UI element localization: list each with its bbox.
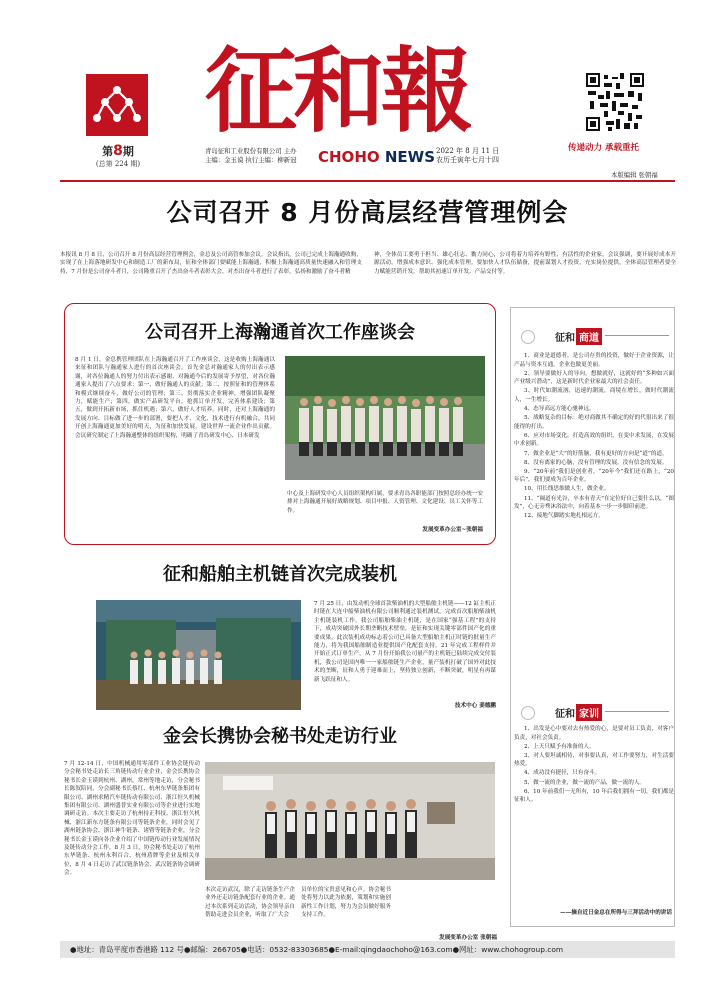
list-item: 7、做企业是“大”的好筋脑，我有更好的方向是“道”的道。 xyxy=(524,450,668,457)
total-issue: (总第 224 期) xyxy=(95,160,141,168)
lead-article-column: 本报讯 8 月 8 日，公司召开 8 月份高层经营管理例会，金总及公司高管参加会议。会议指出，公司已完成上海瀚通收购，实现了在上海落地研发中心和制造工厂的新布局，征和全体部门要赋能上海瀚通，积极上海瀚通高质量快速融入和管理支持，7 月份是公司奋斗者月，公司隆重召开了杰出奋斗者表彰大会，对杰出奋斗者进行了表彰，弘扬和激励了奋斗者精 xyxy=(60,252,362,275)
newspaper-title: 征和報 xyxy=(205,37,470,145)
article-body: 8 月 1 日，金总携管理团队在上海瀚通召开了工作座谈会，这是收购上海瀚通以来征和团队与瀚通家人进行的首次座谈会。首先金总对瀚通家人的付出表示感谢，对各位瀚通人的努力付出表示感谢，对瀚通今后的发展寄予厚望，对各位瀚通家人提出了六点要求：第一，做好瀚通人的贡献；第二，按照征和的管理体系和模式继续奋斗，做好公司的管理；第三，贯彻落实企业精神，增强团队凝聚力，赋能生产；第四，做实产品研发平台，抢抓订单开发，完善体系建设；第五，做到开拓新市场，抓住机遇；第六，做好人才培养。同时，还对上海瀚通的发展方向、目标做了进一步的部署，要把人才、文化、技术进行有机融合，共同开创上海瀚通更加美好的明天，为征和加快发展，建设世界一流企业作出贡献。会议研究制定了上海瀚通整体的组织架构，明确了青岛研发中心、日本研发 xyxy=(75,357,275,439)
list-item: 2、领导要做好人的导向，想做就好，这就好的“多种如兴面产业级兴潜动”，这是新时代企业家最大的社会责任。 xyxy=(514,370,674,386)
meeting-group-photo xyxy=(285,356,485,480)
visit-group-photo xyxy=(205,762,495,880)
list-item: 4、成功没有捷径，只有奋斗。 xyxy=(524,770,601,777)
list-item: 3、对人要坦诚相待，对事要认真，对工作要努力，对生活要热爱。 xyxy=(514,752,674,768)
article-body-continued: 员单位的宝贵意见和心声。协会秘书处将努力以此为依据，策划和实施创新性工作计划，努力为会员做好服务支持工作。 xyxy=(301,887,391,919)
sidebar-section-header: 征和 家训 xyxy=(511,698,676,724)
list-item: 2、上天只赋予有准备的人。 xyxy=(524,743,595,750)
masthead-divider xyxy=(60,180,675,182)
list-item: 8、没有离家的心脑，没有管理的发展，没有信念的发展。 xyxy=(524,459,668,466)
photo-caption: 中心及上海研发中心人员组织架构归属，要求青岛各职能部门按照总经办统一安排对上海瀚通开展好战略规划、项目申报、人资管理、文化建设、员工关怀等工作。 xyxy=(287,491,483,514)
brand-wordmark: CHOHO NEWS xyxy=(318,148,436,166)
page-editor: 本版编辑 张朝福 xyxy=(611,171,658,179)
slogan: 传递动力 承载重托 xyxy=(568,143,639,153)
article-credit: 发展变革办公室~张朝福 xyxy=(422,527,483,533)
engine-room-photo xyxy=(96,600,301,710)
sidebar-list-family-motto xyxy=(514,725,674,805)
bullet-circle-icon xyxy=(521,330,535,344)
sidebar-list-business-way xyxy=(514,352,674,521)
qr-code-icon xyxy=(586,73,644,131)
list-item: 9、“20年前”我们是创业者，“20年今”我们还在路上，“20年后”，我们要成为百年企业。 xyxy=(514,468,674,484)
article-headline: 金会长携协会秘书处走访行业 xyxy=(163,726,397,747)
footer-contact: ●地址：青岛平度市香港路 112 号●邮编：266705●电话：0532-83303685●E-mail:qingdaochoho@163.com●网址：www.chohogroup.com xyxy=(70,945,564,954)
list-item: 12、接地气脚踏实地扎根远方。 xyxy=(524,513,604,520)
company-logo-icon xyxy=(86,74,148,136)
bullet-circle-icon xyxy=(521,706,535,720)
list-item: 5、战略复杂的目标：绝对商做其不确定的好的代很出来了很能得的打出。 xyxy=(514,415,674,430)
lead-article-column: 神，全体员工要勇于担当、雄心壮志、勠力同心，公司将着力培养有野性、有活性的企业家。会议强调，要开展好成本开源活动，增强成本意识、强化成本管理。要加快人才队伍储备，提前谋划人才投资，充实岗位提供，全体高层管理者要全力赋能营销开发，帮助其初速订单开发、产品交付等。 xyxy=(374,252,676,275)
list-item: 3、时代如潮流汹，迅速的潮流，商境在增长，做时代潮流人，一生增长。 xyxy=(514,388,674,403)
publisher-line: 青岛征和工业股份有限公司 主办 xyxy=(205,147,297,155)
publisher-info xyxy=(205,147,320,165)
list-item: 5、做一流的企业，做一流的产品，做一流的人。 xyxy=(524,779,646,786)
list-item: 6、10 年前我们一无所有，10 年后我们拥有一切，我们都是征和人。 xyxy=(514,788,675,804)
list-item: 1、商业是道德者，是公司存贵的投资，做好于企业资源，让产品与资本互通，企业也做更美丽。 xyxy=(514,353,674,368)
article-body: 7 月 25 日，由发动机全球首款柴油机的大型船舶主机链——12 缸主机正时链在大连中船柴油机有限公司顺利通过装机测试，完成首次船舶柴油机主机链装机工作。我公司船舶柴油主机链，是在国家“强基工程”的支持下，成功突破国外长期垄断技术壁垒，是征和实现关键零部件国产化的重要成果。此次装机成功标志着公司已具备大型船舶主机正时链的批量生产能力，将为我国船舶制造业提供国产化配套支持。21 年完成工程样件并开始正式订单生产，从 7 月份开始我公司量产的主机链已陆续完成交付装机，我公司是国内唯一一家船舶链生产企业，量产装机打破了国外对此技术的垄断，征和人勇于迎难而上，坚持独立创新，不断突破，明星有再谋新飞跃征和人。 xyxy=(314,601,496,683)
sidebar-section-header: 征和 商道 xyxy=(511,322,676,348)
article-credit: 技术中心 姜德鹏 xyxy=(454,703,496,709)
sidebar-source-note: ——摘自近日金总在所得与三拜活动中的讲话 xyxy=(560,910,672,916)
list-item: 6、应对市场变化，打造高效的组织，在变中求发展，在发展中求创新。 xyxy=(514,432,674,448)
issue-date xyxy=(436,147,499,165)
lunar-date: 农历壬寅年七月十四 xyxy=(436,156,499,164)
list-item: 11、“阔道有光谷，卒本有青天”在定位好自己要什么以，“图发”，心无旁骛沐浴法中，向着基本一步一步脚印前进。 xyxy=(514,495,674,511)
article-body: 7 月 12-14 日，中国机械通用零部件工业协会链传动分会秘书处走访长三角链传动行业企业，金会长携协会秘书长金玉谟到杭州、湖州、常州等地走访，分会秘书长陈叙陪同，分会副秘书长蔡红、杭州东华链条集团有限公司、湖州求精汽车链传动有限公司、浙江恒久机械集团有限公司、湖州盛普实业有限公司等企业进行实地调研走访。本次主要走访了杭州持正科技、浙江恒久机械、浙江新东方链条有限公司等链条企业，同时会见了湖州链条协会、浙江神牛链条、诸暨等链条企业，分会秘书长金玉谟向各企业介绍了中国链传动行业发展情况及链传动分会工作。8 月 3 日，协会秘书处走访了杭州东华链条、杭州永利百合、杭州盾牌等企业及相关单位，8 月 4 日走访了武汉链条协会、武汉链条协会调研会。 xyxy=(64,761,200,877)
article-headline: 征和船舶主机链首次完成装机 xyxy=(163,564,397,585)
issue-info: 第8期 (总第 224 期) xyxy=(93,143,143,169)
gregorian-date: 2022 年 8 月 11 日 xyxy=(436,147,500,155)
editor-in-chief-line: 主编：金玉谟 执行主编：柳新冠 xyxy=(205,156,297,164)
list-item: 1、出发是心中要对去有热爱的心，是要对员工负责，对客户负责，对社会负责。 xyxy=(514,726,674,741)
article-headline: 公司召开上海瀚通首次工作座谈会 xyxy=(145,322,415,343)
article-credit: 发展变革办公室 张朝福 xyxy=(439,935,497,941)
lead-headline: 公司召开 8 月份高层经营管理例会 xyxy=(166,198,569,227)
list-item: 4、态导高远方能心驰神远。 xyxy=(524,406,595,413)
article-body-continued: 本次走访武汉，除了走访链条生产企业外还走访链条配套行业的企业。通过本次系列走访活动，协会领导亲自帮助走进会员企业，听取了广大会 xyxy=(205,887,295,919)
list-item: 10、用长线思维做人生，做企业。 xyxy=(524,486,610,493)
